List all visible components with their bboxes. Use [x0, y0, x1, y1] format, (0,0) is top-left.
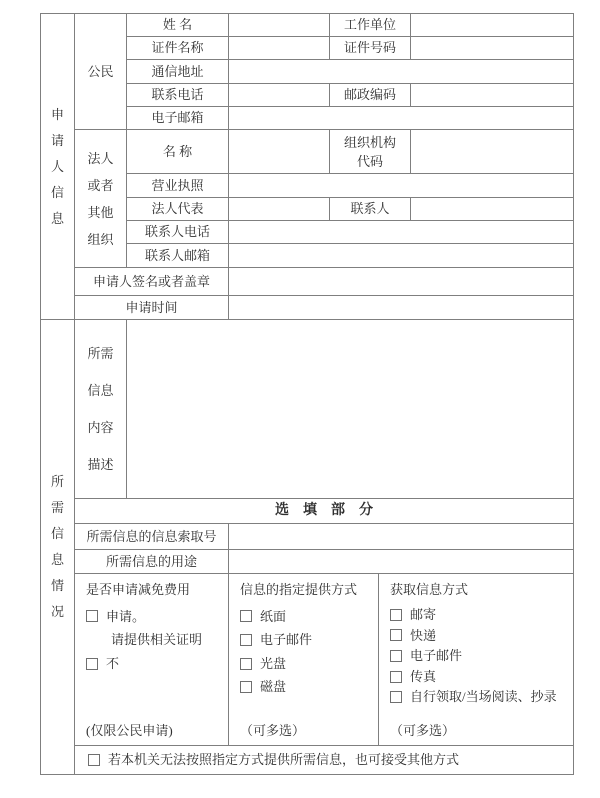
- obtain-option-self-pickup-label: 自行领取/当场阅读、抄录: [410, 689, 557, 705]
- checkbox-icon[interactable]: [390, 671, 402, 683]
- label-id-number: 证件号码: [330, 37, 411, 60]
- fallback-note-option[interactable]: [75, 752, 573, 768]
- work-unit-value-cell[interactable]: [411, 14, 574, 37]
- purpose-value-cell[interactable]: [229, 550, 574, 574]
- obtain-option-mail[interactable]: [390, 607, 569, 623]
- label-org-code-text: 组织机构代码: [343, 134, 396, 169]
- label-email: 电子邮箱: [127, 107, 229, 130]
- label-index-number: 所需信息的信息索取号: [75, 524, 229, 550]
- obtain-option-mail-label: 邮寄: [410, 607, 437, 623]
- id-number-value-cell[interactable]: [411, 37, 574, 60]
- contact-person-value-cell[interactable]: [411, 198, 574, 221]
- delivery-option-cd[interactable]: [240, 656, 374, 672]
- obtain-option-express-label: 快递: [410, 627, 437, 643]
- checkbox-icon[interactable]: [390, 609, 402, 621]
- content-desc-value-cell[interactable]: [127, 320, 574, 499]
- checkbox-icon[interactable]: [240, 634, 252, 646]
- obtain-option-email-label: 电子邮件: [410, 648, 463, 664]
- fallback-note-label: 若本机关无法按照指定方式提供所需信息，也可接受其他方式: [108, 752, 460, 768]
- fee-waiver-footnote: (仅限公民申请): [86, 723, 173, 739]
- obtain-option-express[interactable]: [390, 628, 569, 644]
- fee-waiver-apply-note: 请提供相关证明: [111, 632, 203, 648]
- obtain-method-footnote: （可多选）: [390, 723, 456, 739]
- delivery-option-cd-label: 光盘: [260, 655, 287, 671]
- label-legal-rep: 法人代表: [127, 198, 229, 221]
- fee-waiver-option-apply-label: 申请。: [106, 608, 146, 624]
- label-signature: 申请人签名或者盖章: [75, 268, 229, 296]
- label-purpose: 所需信息的用途: [75, 550, 229, 574]
- obtain-option-fax-label: 传真: [410, 668, 437, 684]
- label-id-type: 证件名称: [127, 37, 229, 60]
- group-label-org-text: 法人或者其他组织: [87, 150, 114, 247]
- section-header-applicant: [41, 14, 75, 320]
- checkbox-icon[interactable]: [390, 629, 402, 641]
- delivery-option-paper-label: 纸面: [260, 608, 287, 624]
- label-address: 通信地址: [127, 60, 229, 84]
- contact-email-value-cell[interactable]: [229, 244, 574, 268]
- delivery-option-paper[interactable]: [240, 609, 374, 625]
- obtain-option-fax[interactable]: [390, 669, 569, 685]
- label-business-license: 营业执照: [127, 174, 229, 198]
- label-org-name: 名 称: [127, 130, 229, 174]
- obtain-method-title: 获取信息方式: [390, 582, 469, 597]
- fallback-note-cell: [75, 746, 574, 775]
- section-header-needed-info: [41, 320, 75, 775]
- label-name: 姓 名: [127, 14, 229, 37]
- group-label-org: [75, 130, 127, 268]
- delivery-option-disk[interactable]: [240, 679, 374, 695]
- delivery-method-cell: [229, 574, 379, 746]
- delivery-option-email-label: 电子邮件: [260, 632, 313, 648]
- org-name-value-cell[interactable]: [229, 130, 330, 174]
- checkbox-icon[interactable]: [240, 658, 252, 670]
- section-header-needed-info-text: 所需信息情况: [50, 474, 64, 619]
- checkbox-icon[interactable]: [390, 691, 402, 703]
- delivery-option-disk-label: 磁盘: [260, 679, 287, 695]
- delivery-method-title: 信息的指定提供方式: [240, 582, 358, 597]
- fee-waiver-option-apply[interactable]: [86, 609, 224, 625]
- email-value-cell[interactable]: [229, 107, 574, 130]
- label-content-desc: [75, 320, 127, 499]
- checkbox-icon[interactable]: [86, 610, 98, 622]
- label-contact-phone: 联系人电话: [127, 221, 229, 244]
- business-license-value-cell[interactable]: [229, 174, 574, 198]
- apply-time-value-cell[interactable]: [229, 296, 574, 320]
- label-contact-email: 联系人邮箱: [127, 244, 229, 268]
- signature-value-cell[interactable]: [229, 268, 574, 296]
- obtain-method-cell: [379, 574, 574, 746]
- label-apply-time: 申请时间: [75, 296, 229, 320]
- name-value-cell[interactable]: [229, 14, 330, 37]
- label-phone: 联系电话: [127, 84, 229, 107]
- label-work-unit: 工作单位: [330, 14, 411, 37]
- checkbox-icon[interactable]: [240, 610, 252, 622]
- section-header-applicant-text: 申请人信息: [50, 106, 64, 226]
- checkbox-icon[interactable]: [390, 650, 402, 662]
- obtain-option-self-pickup[interactable]: [390, 689, 569, 705]
- fee-waiver-title: 是否申请减免费用: [86, 582, 191, 597]
- fee-waiver-cell: [75, 574, 229, 746]
- phone-value-cell[interactable]: [229, 84, 330, 107]
- group-label-citizen: 公民: [75, 14, 127, 130]
- checkbox-icon[interactable]: [240, 681, 252, 693]
- label-org-code: [330, 130, 411, 174]
- id-type-value-cell[interactable]: [229, 37, 330, 60]
- delivery-option-email[interactable]: [240, 632, 374, 648]
- address-value-cell[interactable]: [229, 60, 574, 84]
- fee-waiver-option-no[interactable]: [86, 656, 224, 672]
- optional-part-banner: 选填部分: [75, 499, 574, 524]
- postal-code-value-cell[interactable]: [411, 84, 574, 107]
- label-postal-code: 邮政编码: [330, 84, 411, 107]
- obtain-option-email[interactable]: [390, 648, 569, 664]
- checkbox-icon[interactable]: [88, 754, 100, 766]
- label-contact-person: 联系人: [330, 198, 411, 221]
- org-code-value-cell[interactable]: [411, 130, 574, 174]
- checkbox-icon[interactable]: [86, 658, 98, 670]
- index-number-value-cell[interactable]: [229, 524, 574, 550]
- delivery-method-footnote: （可多选）: [240, 723, 306, 739]
- fee-waiver-option-no-label: 不: [106, 655, 120, 671]
- label-content-desc-text: 所需信息内容描述: [87, 346, 114, 472]
- legal-rep-value-cell[interactable]: [229, 198, 330, 221]
- contact-phone-value-cell[interactable]: [229, 221, 574, 244]
- application-form-table: [40, 13, 574, 775]
